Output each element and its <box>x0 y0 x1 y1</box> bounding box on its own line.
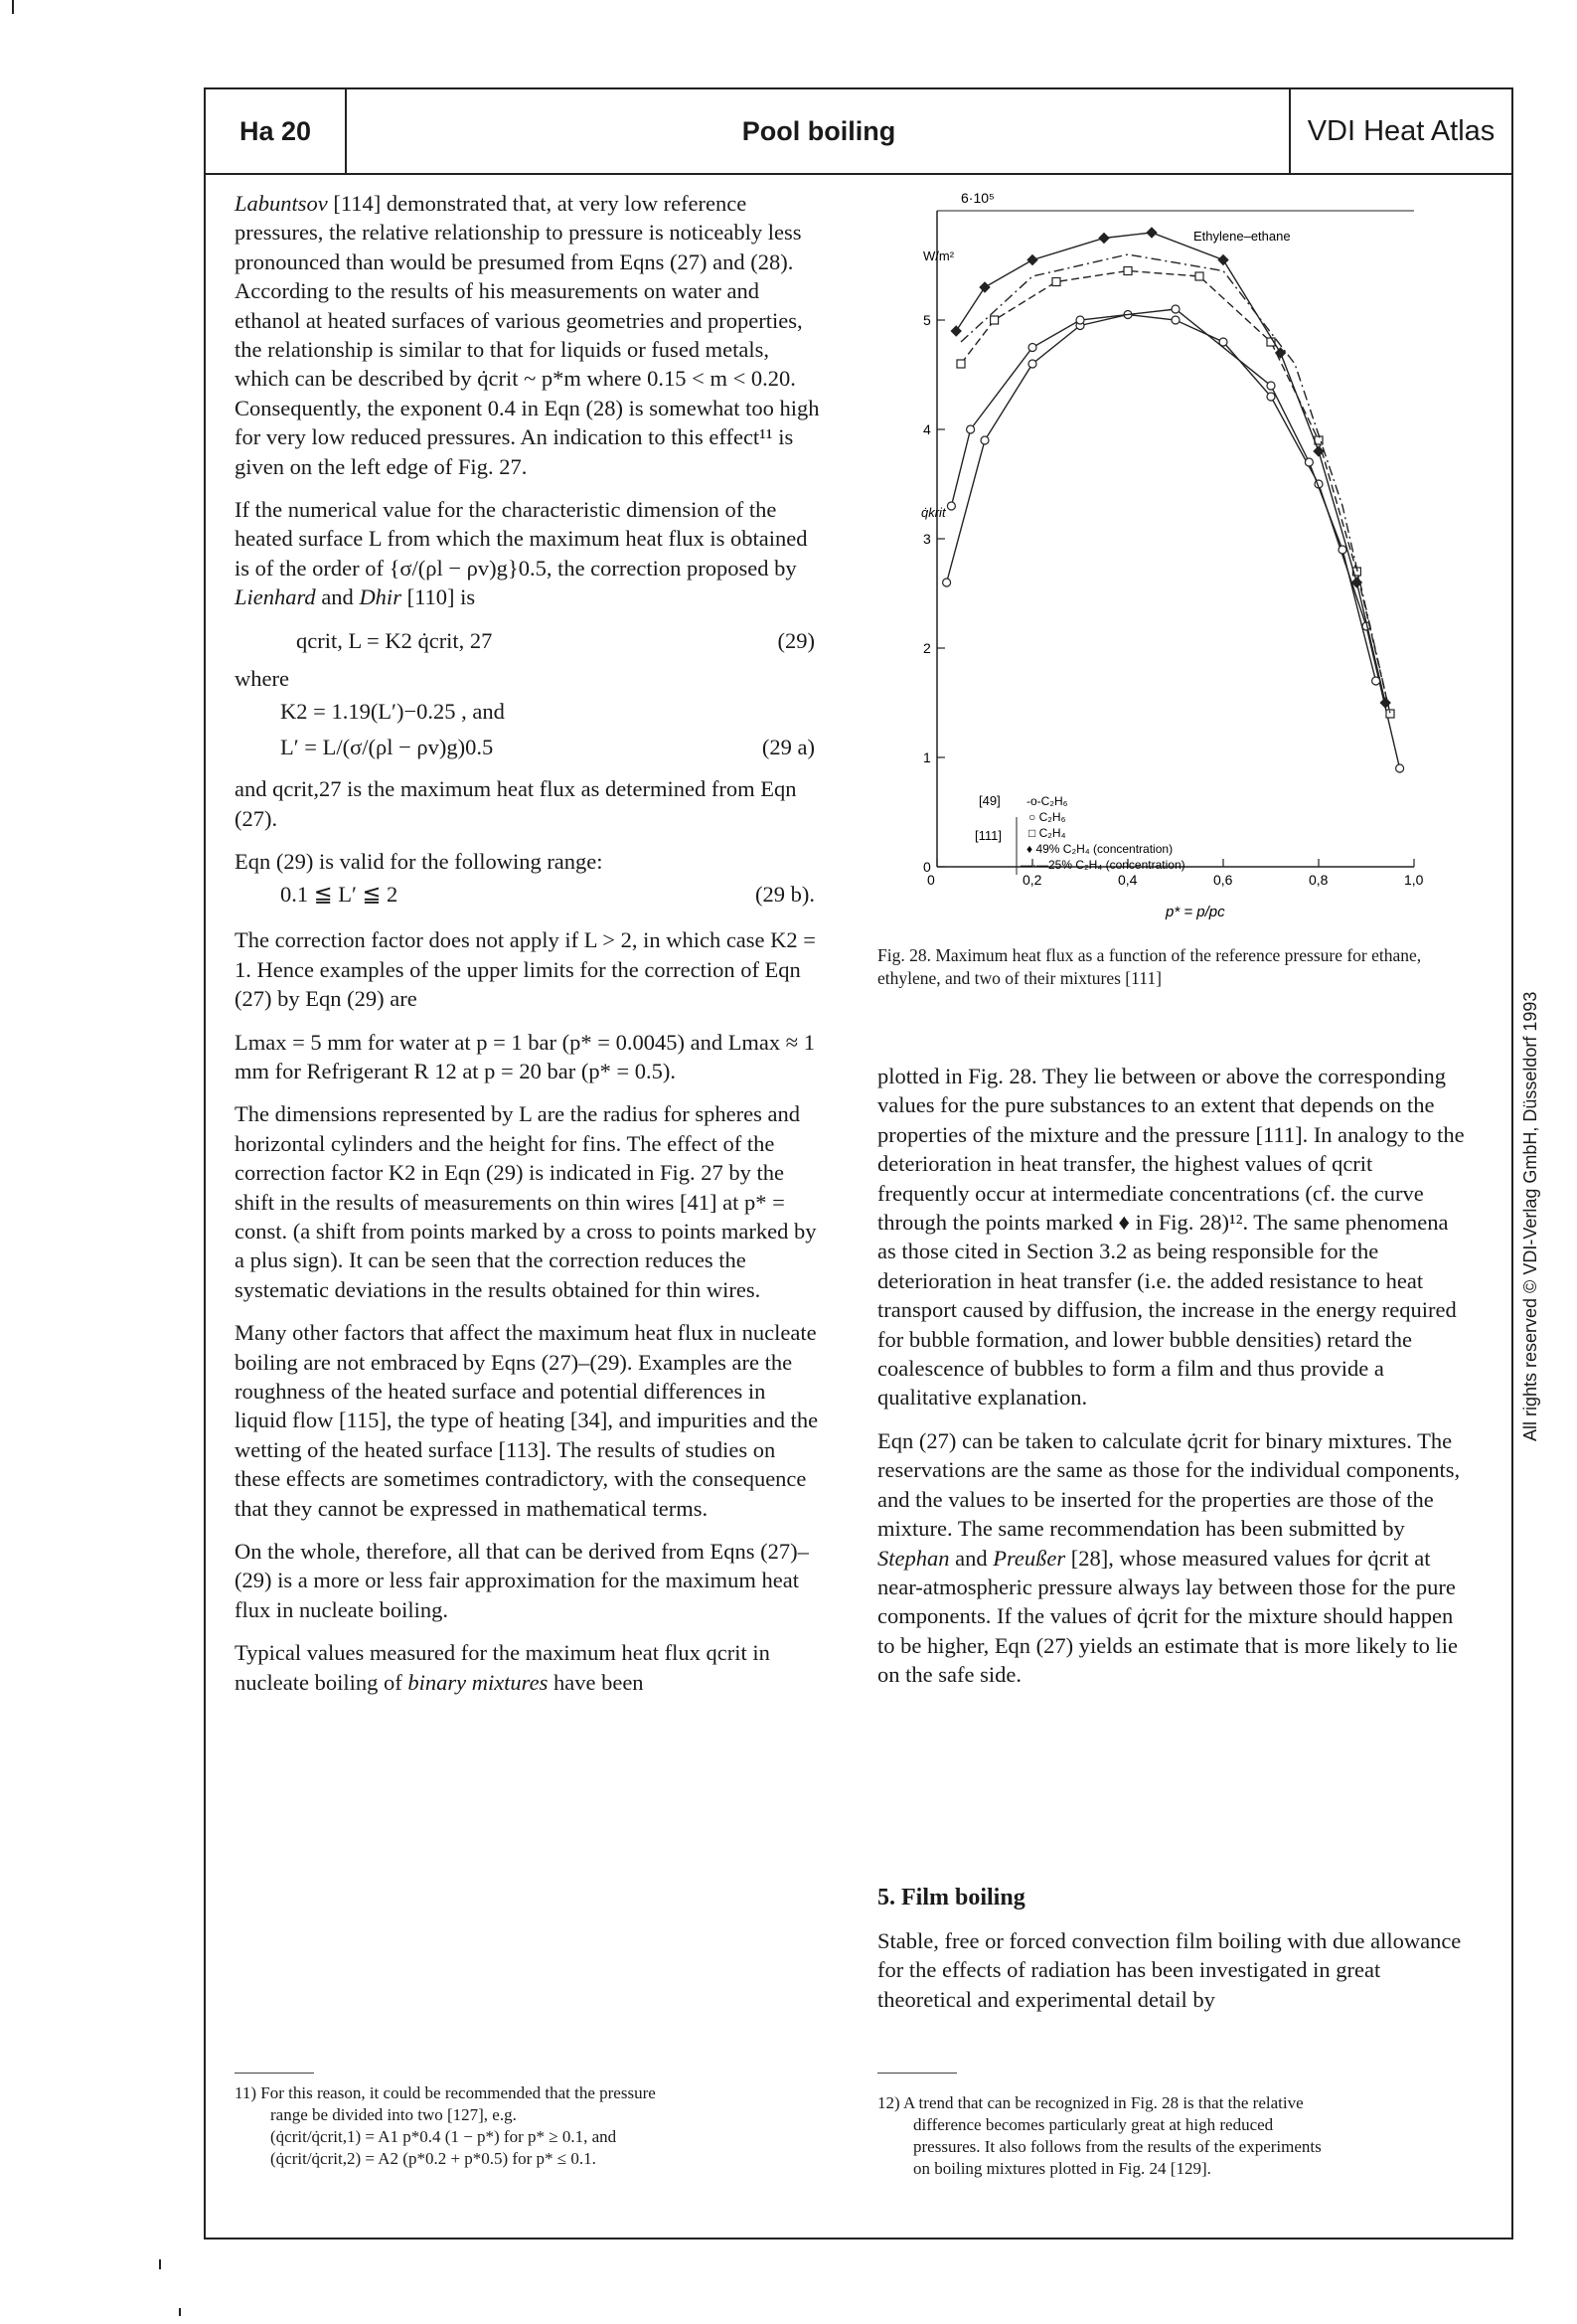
footnote-line: pressures. It also follows from the results of the experiments <box>913 2137 1322 2156</box>
paragraph: and qcrit,27 is the maximum heat flux as determined from Eqn (27). <box>235 776 797 831</box>
data-point <box>1218 255 1228 265</box>
footnote-11 <box>235 2082 791 2170</box>
section-heading: 5. Film boiling <box>877 1885 1025 1910</box>
author-name: Stephan <box>877 1545 950 1571</box>
paragraph: The correction factor does not apply if L > 2, in which case K2 = 1. Hence examples of the upper limits for the correction of Eqn (27) by Eqn (29) are <box>235 927 816 1012</box>
figure-caption: Fig. 28. Maximum heat flux as a function of the reference pressure for ethane, ethylene, and two of their mixtures [111] <box>877 945 1422 988</box>
data-point <box>1028 344 1036 352</box>
data-point <box>1076 316 1084 324</box>
data-point <box>1372 677 1380 685</box>
data-point <box>967 425 975 433</box>
paragraph: Lmax = 5 mm for water at p = 1 bar (p* = 0.0045) and Lmax ≈ 1 mm for Refrigerant R 12 at p = 20 bar (p* = 0.5). <box>235 1029 816 1083</box>
legend-entry: -o-C₂H₆ <box>1026 794 1068 808</box>
legend-ref: [111] <box>975 828 1002 843</box>
footnote-line: 12) A trend that can be recognized in Fig. 28 is that the relative <box>877 2093 1304 2112</box>
equation-number: (29 a) <box>761 735 815 760</box>
x-tick-label: 0,6 <box>1213 872 1233 888</box>
data-point <box>1028 360 1036 368</box>
paragraph: Eqn (29) is valid for the following range: <box>235 848 603 874</box>
equation-body: K2 = 1.19(L′)−0.25 , and <box>280 699 505 725</box>
footnote-line: 11) For this reason, it could be recommended that the pressure <box>235 2083 656 2102</box>
y-unit-label: W/m² <box>923 249 955 263</box>
data-point <box>1147 228 1157 238</box>
paragraph-text: and <box>949 1545 994 1571</box>
x-tick-label: 0,8 <box>1309 872 1329 888</box>
scan-mark <box>179 2308 181 2316</box>
y-tick-label: 1 <box>923 749 931 765</box>
data-point <box>943 579 951 586</box>
emphasis: binary mixtures <box>407 1669 549 1695</box>
equation-29 <box>235 626 823 658</box>
paragraph: The dimensions represented by L are the radius for spheres and horizontal cylinders and the height for fins. The effect of the correction factor K2 in Eqn (29) is indicated in Fig. 27 by the shift in the results of measurements on thin wires [41] at p* = const. (a shift from points marked by a cross to points marked by a plus sign). It can be seen that the correction reduces the systematic deviations in the results obtained for thin wires. <box>235 1101 817 1302</box>
y-tick-label: 2 <box>923 640 931 656</box>
paragraph-text: and <box>315 584 360 610</box>
page-title: Pool boiling <box>741 115 896 146</box>
data-point <box>1052 278 1060 286</box>
copyright-text: All rights reserved © VDI-Verlag GmbH, Düsseldorf 1993 <box>1520 991 1540 1441</box>
footnote-line: range be divided into two [127], e.g. <box>270 2105 517 2124</box>
right-column <box>877 1062 1466 1704</box>
footnote-line: difference becomes particularly great at high reduced <box>913 2115 1274 2134</box>
legend-entry: □ C₂H₄ <box>1028 826 1066 840</box>
data-point <box>951 326 961 336</box>
where-label: where <box>235 665 289 691</box>
legend-entry: ♦ 49% C₂H₄ (concentration) <box>1026 842 1174 856</box>
y-top-label: 6·10⁵ <box>961 190 995 206</box>
paragraph: plotted in Fig. 28. They lie between or above the corresponding values for the pure substances to an extent that depends on the properties of the mixture and the pressure [111]. In analogy to the deterioration in heat transfer, the highest values of qcrit frequently occur at intermediate concentrations (cf. the curve through the points marked ♦ in Fig. 28)¹². The same phenomena as those cited in Section 3.2 as being responsible for the deterioration in heat transfer (i.e. the added resistance to heat transport caused by diffusion, the increase in the energy required for bubble formation, and lower bubble densities) retard the coalescence of bubbles to form a film and thus provide a qualitative explanation. <box>877 1064 1465 1411</box>
series-line <box>947 315 1400 769</box>
x-axis-label: p* = p/pc <box>1166 904 1225 920</box>
paragraph-text: [114] demonstrated that, at very low reference pressures, the relative relationship to pressure is noticeably less pronounced than would be presumed from Eqns (27) and (28). According to the results of his measurements on water and ethanol at heated surfaces of various geometries and properties, the relationship is similar to that for liquids or fused metals, which can be described by q̇crit ~ p*m where 0.15 < m < 0.20. Consequently, the exponent 0.4 in Eqn (28) is somewhat too high for very low reduced pressures. An indication to this effect¹¹ is given on the left edge of Fig. 27. <box>235 191 820 479</box>
data-point <box>991 316 999 324</box>
footnote-rule <box>877 2073 957 2074</box>
equation-29a <box>235 733 823 764</box>
data-point <box>1396 764 1404 772</box>
paragraph <box>235 1638 823 1697</box>
data-point <box>1027 255 1037 265</box>
corner-label: Ethylene–ethane <box>1193 229 1291 244</box>
left-column <box>235 189 823 1711</box>
paragraph-text: If the numerical value for the characteristic dimension of the heated surface L from which the maximum heat flux is obtained is of the order of {σ/(ρl − ρv)g}0.5, the correction proposed by <box>235 497 808 581</box>
data-point <box>981 436 989 444</box>
data-point <box>1276 348 1286 358</box>
author-name: Preußer <box>993 1545 1066 1571</box>
paragraph-text: [110] is <box>400 584 476 610</box>
data-point <box>1124 267 1132 275</box>
paragraph: Many other factors that affect the maximum heat flux in nucleate boiling are not embraced by Eqns (27)–(29). Examples are the roughness of the heated surface and potential differences in liquid flow [115], the type of heating [34], and impurities and the wetting of the heated surface [113]. The results of studies on these effects are sometimes contradictory, with the consequence that they cannot be expressed in mathematical terms. <box>235 1320 819 1521</box>
legend-ref: [49] <box>979 793 1001 808</box>
x-tick-label: 0 <box>927 872 935 888</box>
paragraph-text: Typical values measured for the maximum heat flux qcrit in nucleate boiling of <box>235 1640 770 1695</box>
equation-body: L′ = L/(σ/(ρl − ρv)g)0.5 <box>280 735 494 760</box>
data-point <box>1195 272 1203 280</box>
x-tick-label: 0,2 <box>1023 872 1042 888</box>
chart <box>877 189 1474 944</box>
author-name: Lienhard <box>235 584 316 610</box>
equation-body: 0.1 ≦ L′ ≦ 2 <box>280 882 398 908</box>
paragraph-text: Eqn (27) can be taken to calculate q̇crit for binary mixtures. The reservations are the same as those for the individual components, and the values to be inserted for the properties are those of the mixture. The same recommendation has been submitted by <box>877 1427 1461 1542</box>
legend-entry: ○ C₂H₆ <box>1028 810 1066 824</box>
footnote-line: (q̇crit/q̇crit,1) = A1 p*0.4 (1 − p*) for p* ≥ 0.1, and <box>270 2127 617 2146</box>
equation-29b <box>235 880 823 912</box>
data-point <box>1267 382 1275 390</box>
data-point <box>1172 305 1180 313</box>
y-axis-label: q̇krit <box>921 505 946 520</box>
footnote-12 <box>877 2092 1454 2180</box>
footnote-rule <box>235 2073 314 2074</box>
footnote-line: (q̇crit/q̇crit,2) = A2 (p*0.2 + p*0.5) for p* ≤ 0.1. <box>270 2149 596 2168</box>
equation-k2 <box>235 697 823 729</box>
x-tick-label: 0,4 <box>1118 872 1138 888</box>
footnote-line: on boiling mixtures plotted in Fig. 24 [129]. <box>913 2159 1211 2178</box>
paragraph <box>877 1426 1466 1690</box>
paragraph-text: have been <box>548 1669 644 1695</box>
y-tick-label: 0 <box>923 859 931 875</box>
data-point <box>1305 458 1313 466</box>
y-tick-label: 5 <box>923 312 931 328</box>
y-tick-label: 3 <box>923 531 931 547</box>
data-point <box>957 360 965 368</box>
data-point <box>980 282 990 292</box>
data-point <box>1339 546 1346 554</box>
data-point <box>947 502 955 510</box>
paragraph: On the whole, therefore, all that can be derived from Eqns (27)–(29) is a more or less fair approximation for the maximum heat flux in nucleate boiling. <box>235 1539 809 1622</box>
book-title: VDI Heat Atlas <box>1289 89 1511 173</box>
section-code: Ha 20 <box>206 89 347 173</box>
scan-mark <box>159 2259 161 2269</box>
series-line <box>951 309 1375 681</box>
paragraph <box>235 495 823 612</box>
page-header <box>206 89 1511 175</box>
y-tick-label: 4 <box>923 421 931 437</box>
paragraph <box>235 189 823 481</box>
author-name: Labuntsov <box>235 191 328 216</box>
scan-mark <box>12 0 14 14</box>
figure-28 <box>877 189 1474 964</box>
equation-number: (29) <box>777 627 815 653</box>
paragraph: Stable, free or forced convection film boiling with due allowance for the effects of radiation has been investigated in great theoretical and experimental detail by <box>877 1928 1462 2012</box>
data-point <box>1099 234 1109 244</box>
x-tick-label: 1,0 <box>1404 872 1424 888</box>
data-point <box>1267 393 1275 401</box>
legend-entry: —·—25% C₂H₄ (concentration) <box>1021 858 1185 872</box>
series-line <box>961 271 1390 715</box>
equation-number: (29 b). <box>755 882 815 908</box>
author-name: Dhir <box>359 584 401 610</box>
equation-body: qcrit, L = K2 q̇crit, 27 <box>296 627 493 653</box>
data-point <box>1172 316 1180 324</box>
paragraph-text: [28], whose measured values for q̇crit at near-atmospheric pressure always lay between those for the pure components. If the values of q̇crit for the mixture should happen to be higher, Eqn (27) yields an estimate that is more likely to lie on the safe side. <box>877 1545 1458 1688</box>
